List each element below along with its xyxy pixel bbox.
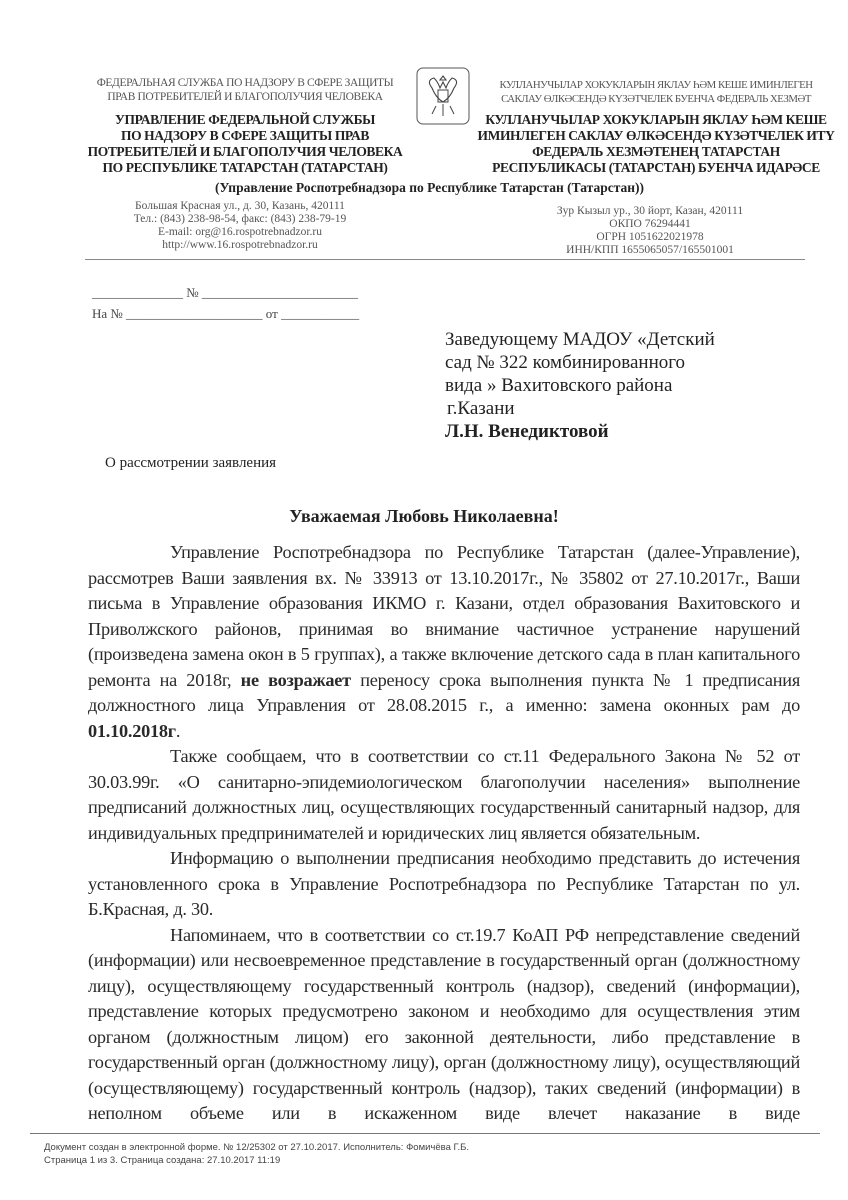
header-line: УПРАВЛЕНИЕ ФЕДЕРАЛЬНОЙ СЛУЖБЫ xyxy=(115,112,375,127)
footer xyxy=(44,1141,469,1167)
header-line: РЕСПУБЛИКАСЫ (ТАТАРСТАН) БУЕНЧА ИДАРӘСЕ xyxy=(492,160,820,175)
header-line: ПРАВ ПОТРЕБИТЕЛЕЙ И БЛАГОПОЛУЧИЯ ЧЕЛОВЕКА xyxy=(107,91,383,103)
recipient-line: сад № 322 комбинированного xyxy=(445,352,686,373)
incoming-reference-line: На № _____________________ от ____________ xyxy=(92,306,360,321)
header-divider xyxy=(85,259,805,260)
paragraph-4: Напоминаем, что в соответствии со ст.19.7 КоАП РФ непредставление сведений (информации) или несвоевременное представление в государственный орган (должностному лицу), осуществляющему государственный контроль (надзор), сведений (информации), представление которых предусмотрено законом и необходимо для осуществления этим органом (должностным лицом) его законной деятельности, либо представление в государственный орган (должностному лицу), орган (должностному лицу), осуществляющий (осуществляющему) государственный контроль (надзор), таких сведений (информации) в неполном объеме или в искаженном виде влечет наказание в виде xyxy=(88,924,800,1123)
footer-line: Страница 1 из 3. Страница создана: 27.10.2017 11:19 xyxy=(44,1155,281,1166)
address-line: ОГРН 1051622021978 xyxy=(596,231,704,243)
bold-text: не возражает xyxy=(240,669,351,690)
header-right-department xyxy=(476,112,836,176)
header-line: ПОТРЕБИТЕЛЕЙ И БЛАГОПОЛУЧИЯ ЧЕЛОВЕКА xyxy=(87,144,403,159)
header-short-name: (Управление Роспотребнадзора по Республике Татарстан (Татарстан)) xyxy=(215,180,645,195)
header-line: ПО НАДЗОРУ В СФЕРЕ ЗАЩИТЫ ПРАВ xyxy=(120,128,370,143)
header-line: ФЕДЕРАЛЬ ХЕЗМӘТЕНЕҢ ТАТАРСТАН xyxy=(532,144,780,159)
header-left-agency xyxy=(70,76,420,104)
recipient-line: вида » Вахитовского района xyxy=(445,375,673,396)
paragraph-2: Также сообщаем, что в соответствии со ст.11 Федерального Закона № 52 от 30.03.99г. «О санитарно-эпидемиологическом благополучии населения» выполнение предписаний должностных лиц, осуществляющих государственный санитарный надзор, для индивидуальных предпринимателей и юридических лиц является обязательным. xyxy=(88,746,800,843)
header-line: САКЛАУ ӨЛКӘСЕНДӘ КҮЗӘТЧЕЛЕК БУЕНЧА ФЕДЕРАЛЬ ХЕЗМӘТ xyxy=(501,93,811,105)
text: . xyxy=(175,720,181,741)
footer-line: Документ создан в электронной форме. № 12/25302 от 27.10.2017. Исполнитель: Фомичёва Г.Б. xyxy=(44,1142,470,1153)
paragraph-1 xyxy=(88,540,800,744)
header-line: ПО РЕСПУБЛИКЕ ТАТАРСТАН (ТАТАРСТАН) xyxy=(102,160,388,175)
recipient-line: Заведующему МАДОУ «Детский xyxy=(445,329,715,350)
recipient-line: г.Казани xyxy=(447,398,515,419)
address-line: http://www.16.rospotrebnadzor.ru xyxy=(162,239,318,251)
header-line: КУЛЛАНУЧЫЛАР ХОКУКЛАРЫН ЯКЛАУ ҺӘМ КЕШЕ ИМИНЛЕГЕН xyxy=(499,79,813,91)
text: переносу срока выполнения пункта № 1 предписания должностного лица Управления от 28.08.2015 г., а именно: замена оконных рам до xyxy=(88,669,800,715)
subject-line: О рассмотрении заявления xyxy=(105,455,277,471)
address-line: Зур Кызыл ур., 30 йорт, Казан, 420111 xyxy=(556,205,744,217)
outgoing-number-line: ______________ № ________________________ xyxy=(92,285,358,300)
paragraph-3: Информацию о выполнении предписания необходимо представить до истечения установленного срока в Управление Роспотребнадзора по Республике Татарстан по ул. Б.Красная, д. 30. xyxy=(88,848,800,919)
footer-divider xyxy=(30,1133,820,1134)
text: Управление Роспотребнадзора по Республике Татарстан (далее-Управление), рассмотрев Ваши заявления вх. № 33913 от 13.10.2017г., № 35802 от 27.10.2017г., Ваши письма в Управление образования ИКМО г. Казани, отдел образования Вахитовского и Приволжского районов, принимая во внимание частичное устранение нарушений (произведена замена окон в 5 группах), а также включение детского сада в план капитального ремонта на 2018г, xyxy=(88,542,800,690)
header-right-agency xyxy=(476,78,836,106)
address-line: Большая Красная ул., д. 30, Казань, 420111 xyxy=(135,200,345,212)
header-line: КУЛЛАНУЧЫЛАР ХОКУКЛАРЫН ЯКЛАУ ҺӘМ КЕШЕ xyxy=(485,112,827,127)
header-left-department xyxy=(70,112,420,176)
address-line: Тел.: (843) 238-98-54, факс: (843) 238-79-19 xyxy=(133,213,347,225)
recipient-name: Л.Н. Венедиктовой xyxy=(445,421,609,442)
bold-date: 01.10.2018г xyxy=(88,720,176,741)
address-line: ОКПО 76294441 xyxy=(609,218,691,230)
address-line: ИНН/КПП 1655065057/165501001 xyxy=(566,244,734,256)
letter-body xyxy=(88,540,800,1127)
coat-of-arms-emblem xyxy=(414,66,472,126)
address-line: E-mail: org@16.rospotrebnadzor.ru xyxy=(158,226,322,238)
recipient-block xyxy=(445,328,715,443)
header-left-address xyxy=(95,200,385,252)
header-line: ИМИНЛЕГЕН САКЛАУ ӨЛКӘСЕНДӘ КҮЗӘТЧЕЛЕК ИТҮ xyxy=(477,128,835,143)
salutation: Уважаемая Любовь Николаевна! xyxy=(289,506,559,526)
header-right-address xyxy=(520,205,780,257)
header-line: ФЕДЕРАЛЬНАЯ СЛУЖБА ПО НАДЗОРУ В СФЕРЕ ЗАЩИТЫ xyxy=(96,77,394,89)
